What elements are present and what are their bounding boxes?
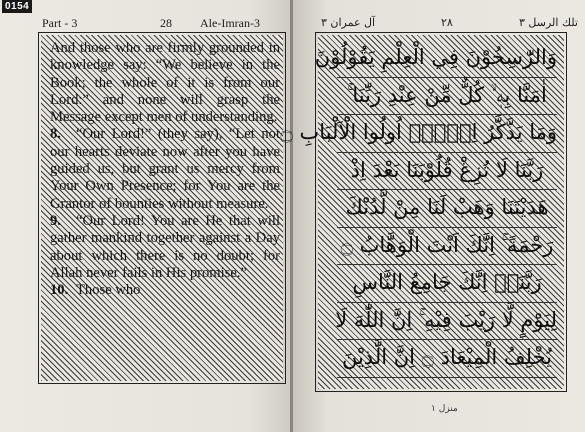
surah-label-right: آل عمران ۳: [321, 16, 376, 29]
arabic-line: رَحْمَةً ۚ اِنَّكَ اَنْتَ الْوَهَّابُ ۝: [337, 228, 557, 266]
arabic-line: هَدَيْتَنَا وَهَبْ لَنَا مِنْ لَّدُنْكَ: [337, 190, 557, 228]
arabic-text: [280, 40, 557, 378]
arabic-line: اٰمَنَّا بِهٖ ۙ كُلٌّ مِّنْ عِنْدِ رَبِّنَا ۚ: [337, 78, 557, 116]
paragraph-8-text: “Our Lord!” (they say), “Let not our hearts deviate now after you have guided us, but grant us mercy from Your Own Presence; for You are the Grantor of bounties without measure.: [50, 126, 280, 212]
paragraph-9: [50, 213, 280, 282]
arabic-line: يُخْلِفُ الْمِيْعَادَ ۝ اِنَّ الَّذِيْنَ: [337, 340, 557, 378]
english-translation: [50, 40, 280, 299]
arabic-line: وَمَا يَذَّكَّرُ اِلَّاۤ اُولُوا الْاَلْبَابِ ۝: [337, 115, 557, 153]
paragraph-9-text: “Our Lord! You are He that will gather mankind together against a Day about which there is no doubt; for Allah never fails in His promise.”: [50, 212, 280, 281]
arabic-line: لِيَوْمٍ لَّا رَيْبَ فِيْهِ ۚ اِنَّ اللّٰهَ لَا: [337, 303, 557, 341]
page-number-right: ۲۸: [441, 16, 453, 29]
paragraph-10: [50, 282, 280, 299]
page-number-left: 28: [160, 16, 172, 30]
manzil-footer: منزل ۱: [431, 404, 458, 414]
right-page: [280, 0, 585, 432]
scan-tag: 0154: [2, 0, 32, 13]
paragraph-10-text: Those who: [76, 282, 141, 299]
part-label: Part - 3: [42, 16, 78, 30]
paragraph-7-text: And those who are firmly grounded in knowledge say: “We believe in the Book; the whole of it is from our Lord:” and none will grasp the Message except men of understanding.: [50, 40, 280, 126]
surah-label-left: Ale-Imran-3: [200, 16, 260, 30]
paragraph-7: [50, 40, 280, 126]
arabic-line: رَبَّنَاۤ اِنَّكَ جَامِعُ النَّاسِ: [337, 265, 557, 303]
arabic-line: وَالرّٰسِخُوْنَ فِي الْعِلْمِ يَقُوْلُوْنَ: [337, 40, 557, 78]
verse-number: 10.: [50, 282, 69, 299]
verse-number: 9.: [50, 212, 61, 229]
paragraph-8: [50, 126, 280, 212]
left-page: [0, 0, 292, 432]
verse-number: 8.: [50, 126, 61, 143]
juz-label: تلك الرسل ۳: [519, 16, 578, 29]
arabic-line: رَبَّنَا لَا تُزِغْ قُلُوْبَنَا بَعْدَ اِذْ: [337, 153, 557, 191]
